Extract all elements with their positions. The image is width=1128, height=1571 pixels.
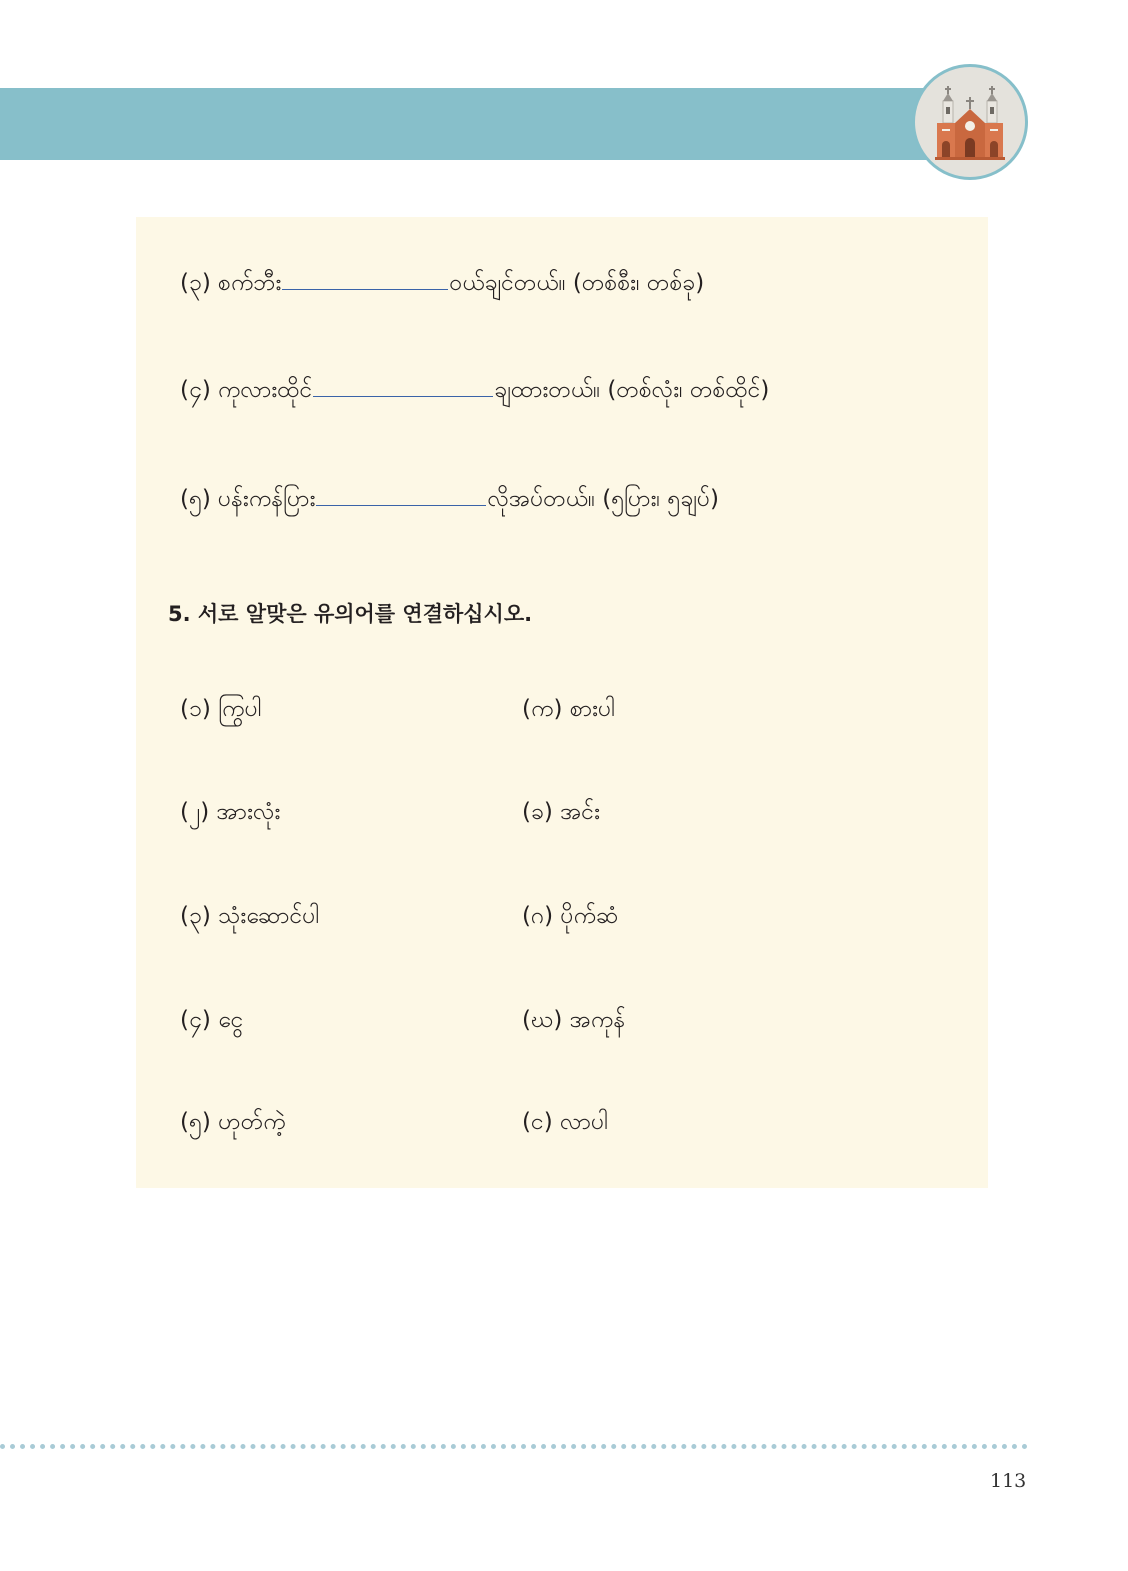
item-text-after: ချထားတယ်။ (တစ်လုံး၊ တစ်ထိုင်): [494, 377, 770, 403]
match-right-nga[interactable]: (င) လာပါ: [522, 1109, 609, 1135]
section-title: 5. 서로 알맞은 유의어를 연결하십시오.: [168, 602, 533, 626]
match-left-1[interactable]: (၁) ကြွပါ: [180, 696, 262, 722]
church-icon: [912, 64, 1028, 180]
item-number: (၄): [180, 377, 211, 403]
match-left-3[interactable]: (၃) သုံးဆောင်ပါ: [180, 903, 320, 929]
fill-item-3: [180, 268, 704, 298]
item-text-before: ပန်းကန်ပြား: [217, 486, 316, 512]
match-left-4[interactable]: (၄) ငွေ: [180, 1007, 244, 1033]
match-right-ka[interactable]: (က) စားပါ: [522, 696, 616, 722]
footer-divider: [0, 1444, 1028, 1449]
item-number: (၅): [180, 486, 211, 512]
fill-item-5: [180, 484, 719, 514]
match-right-ga[interactable]: (ဂ) ပိုက်ဆံ: [522, 903, 619, 929]
match-right-gha[interactable]: (ဃ) အကုန်: [522, 1007, 626, 1033]
match-left-5[interactable]: (၅) ဟုတ်ကဲ့: [180, 1109, 286, 1135]
header-band: [0, 88, 960, 160]
match-left-2[interactable]: (၂) အားလုံး: [180, 799, 281, 825]
item-text-before: စက်ဘီး: [217, 270, 282, 296]
answer-blank[interactable]: [313, 376, 493, 397]
page-number: 113: [990, 1470, 1027, 1492]
fill-item-4: [180, 375, 769, 405]
answer-blank[interactable]: [282, 269, 448, 290]
answer-blank[interactable]: [316, 485, 486, 506]
item-text-before: ကုလားထိုင်: [217, 377, 313, 403]
item-text-after: လိုအပ်တယ်။ (၅ပြား၊ ၅ချပ်): [487, 486, 719, 512]
item-text-after: ဝယ်ချင်တယ်။ (တစ်စီး၊ တစ်ခု): [449, 270, 705, 296]
match-right-kha[interactable]: (ခ) အင်း: [522, 799, 600, 825]
item-number: (၃): [180, 270, 211, 296]
